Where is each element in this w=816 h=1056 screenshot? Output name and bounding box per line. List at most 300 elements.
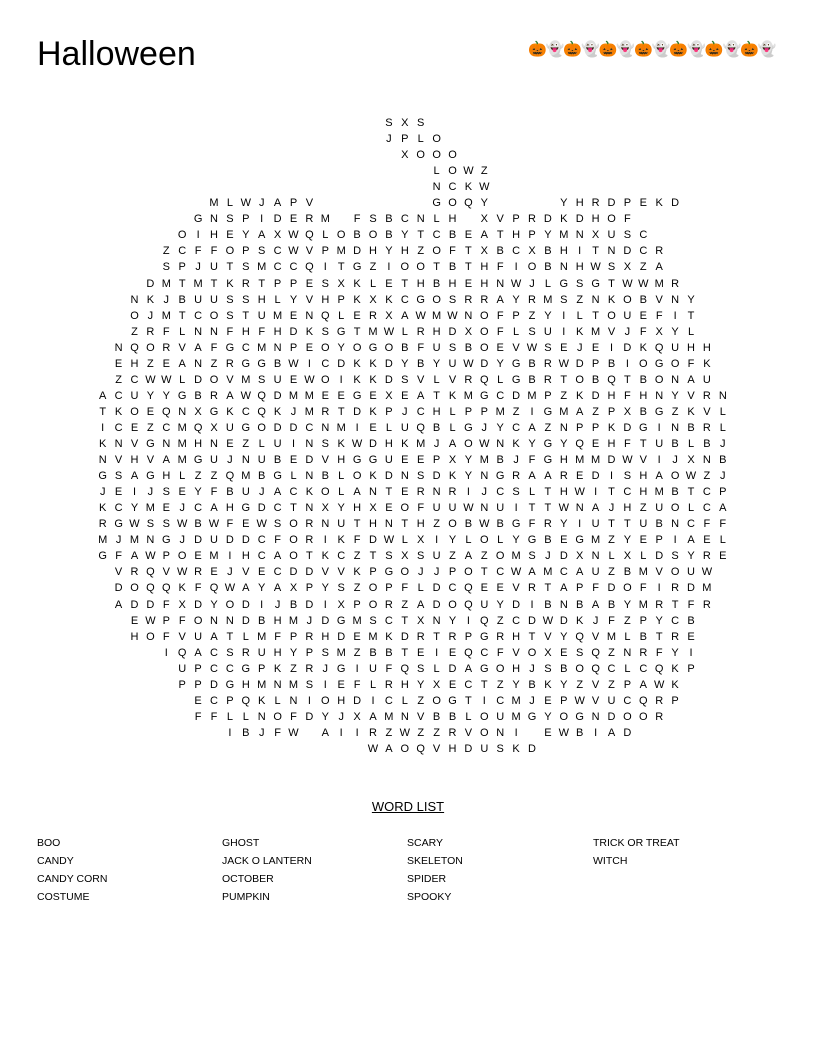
grid-letter: K (369, 357, 377, 370)
grid-letter: B (544, 598, 552, 611)
grid-letter: D (591, 470, 600, 483)
grid-letter: Z (449, 550, 456, 563)
grid-letter: C (384, 614, 393, 627)
grid-letter: M (304, 389, 314, 402)
grid-letter: J (179, 502, 185, 515)
grid-letter: J (290, 405, 297, 418)
grid-letter: Y (289, 293, 298, 306)
grid-letter: W (701, 566, 713, 579)
grid-letter: Q (464, 582, 473, 595)
grid-letter: F (210, 341, 218, 354)
grid-letter: H (639, 389, 648, 402)
grid-letter: L (322, 229, 329, 242)
grid-letter: B (401, 341, 409, 354)
grid-letter: D (146, 277, 155, 290)
grid-letter: N (225, 614, 234, 627)
grid-letter: H (702, 341, 711, 354)
grid-letter: F (178, 614, 186, 627)
grid-letter: D (384, 470, 393, 483)
grid-letter: B (639, 293, 647, 306)
grid-letter: O (448, 518, 457, 531)
grid-letter: H (210, 229, 218, 242)
grid-letter: A (544, 470, 552, 483)
grid-letter: A (401, 309, 409, 322)
grid-letter: T (417, 229, 425, 242)
grid-letter: L (369, 678, 377, 691)
grid-letter: E (305, 341, 314, 354)
grid-letter: R (305, 630, 314, 643)
grid-letter: Y (671, 389, 679, 402)
grid-letter: Y (671, 325, 679, 338)
grid-letter: B (639, 405, 647, 418)
grid-letter: I (578, 518, 582, 531)
grid-letter: R (512, 470, 521, 483)
grid-letter: C (114, 421, 123, 434)
grid-letter: L (417, 582, 424, 595)
grid-letter: E (591, 438, 600, 450)
grid-letter: R (543, 357, 552, 370)
grid-letter: D (273, 389, 282, 402)
grid-letter: S (512, 486, 520, 499)
grid-letter: C (210, 694, 218, 707)
grid-letter: H (591, 213, 600, 226)
grid-letter: S (114, 470, 123, 483)
grid-letter: G (98, 550, 107, 563)
grid-letter: P (353, 598, 361, 611)
grid-letter: C (178, 245, 187, 258)
grid-letter: K (337, 534, 345, 547)
grid-letter: O (146, 630, 155, 643)
grid-letter: Y (528, 438, 536, 450)
grid-letter: V (305, 197, 314, 210)
grid-letter: G (209, 405, 219, 418)
grid-letter: C (512, 614, 521, 627)
grid-letter: S (401, 373, 409, 386)
grid-letter: T (353, 325, 361, 338)
grid-letter: X (623, 550, 632, 563)
grid-letter: A (99, 389, 107, 402)
grid-letter: O (527, 261, 537, 274)
grid-letter: D (575, 213, 584, 226)
grid-letter: S (321, 438, 329, 450)
grid-letter: O (448, 165, 457, 178)
grid-letter: U (241, 486, 250, 499)
grid-letter: I (689, 646, 693, 659)
grid-letter: T (608, 486, 615, 499)
grid-letter: S (369, 614, 377, 627)
grid-letter: L (433, 165, 440, 178)
grid-letter: O (432, 245, 441, 258)
grid-letter: K (544, 678, 552, 691)
grid-letter: A (528, 421, 536, 434)
grid-letter: V (655, 566, 663, 579)
grid-letter: J (529, 277, 535, 290)
grid-letter: J (147, 486, 154, 499)
grid-letter: F (624, 438, 631, 450)
grid-letter: Q (400, 662, 410, 675)
grid-letter: O (670, 357, 680, 370)
grid-letter: B (671, 438, 679, 450)
grid-letter: N (273, 678, 282, 691)
grid-letter: I (594, 726, 598, 739)
grid-letter: X (432, 678, 441, 691)
grid-letter: H (559, 245, 568, 258)
grid-letter: L (433, 213, 440, 226)
grid-letter: C (671, 614, 680, 627)
grid-letter: T (480, 678, 488, 691)
grid-letter: C (289, 261, 298, 274)
grid-letter: L (179, 470, 186, 483)
word-list-title: WORD LIST (371, 799, 445, 814)
grid-letter: B (289, 598, 298, 611)
grid-letter: R (241, 277, 250, 290)
grid-letter: I (466, 614, 470, 627)
grid-letter: N (210, 614, 218, 627)
grid-letter: P (655, 534, 663, 547)
grid-letter: Q (257, 405, 266, 418)
grid-letter: I (657, 421, 661, 434)
grid-letter: V (321, 454, 329, 467)
grid-letter: T (608, 518, 615, 531)
grid-letter: G (432, 197, 441, 210)
grid-letter: R (480, 293, 489, 306)
grid-letter: Y (162, 389, 170, 402)
grid-letter: O (432, 149, 441, 162)
grid-letter: N (130, 293, 139, 306)
grid-letter: B (544, 261, 552, 274)
pumpkin-ghost-decoration: 🎃👻🎃👻🎃👻🎃👻🎃👻🎃👻🎃👻 (528, 41, 776, 58)
grid-letter: S (417, 470, 425, 483)
grid-letter: G (336, 325, 346, 338)
grid-letter: Q (241, 694, 251, 707)
grid-letter: T (306, 550, 313, 563)
grid-letter: D (591, 389, 600, 402)
grid-letter: F (417, 502, 425, 515)
grid-letter: C (210, 662, 218, 675)
grid-letter: E (385, 502, 393, 515)
grid-letter: B (623, 566, 632, 579)
grid-letter: T (290, 502, 297, 515)
grid-letter: E (162, 357, 170, 370)
grid-letter: R (655, 245, 664, 258)
grid-letter: C (194, 502, 203, 515)
grid-letter: O (670, 566, 680, 579)
grid-letter: A (576, 566, 584, 579)
grid-letter: K (369, 373, 377, 386)
grid-letter: H (607, 438, 616, 450)
grid-letter: V (607, 325, 616, 338)
grid-letter: L (338, 470, 345, 483)
grid-letter: M (416, 438, 426, 450)
grid-letter: G (241, 357, 251, 370)
grid-letter: I (514, 261, 518, 274)
grid-letter: H (416, 277, 425, 290)
grid-letter: G (543, 405, 553, 418)
grid-letter: H (273, 646, 282, 659)
grid-letter: E (337, 678, 345, 691)
grid-letter: F (194, 710, 202, 723)
grid-letter: M (511, 550, 521, 563)
grid-letter: D (687, 582, 695, 595)
grid-letter: Z (147, 357, 154, 370)
grid-letter: U (210, 454, 218, 467)
grid-letter: G (448, 694, 457, 707)
grid-letter: F (608, 614, 615, 627)
grid-letter: M (702, 582, 712, 595)
grid-letter: D (528, 614, 536, 627)
grid-letter: J (258, 726, 265, 739)
grid-letter: V (591, 678, 600, 691)
grid-letter: Z (353, 550, 361, 563)
grid-letter: W (558, 726, 569, 739)
grid-letter: S (226, 309, 234, 322)
grid-letter: M (336, 245, 346, 258)
grid-letter: Z (608, 646, 615, 659)
grid-letter: I (355, 421, 359, 434)
grid-letter: W (638, 277, 649, 290)
grid-letter: M (273, 309, 283, 322)
grid-letter: H (273, 614, 282, 627)
grid-letter: K (385, 293, 393, 306)
grid-letter: B (703, 438, 711, 450)
grid-letter: F (639, 582, 647, 595)
grid-letter: D (241, 614, 250, 627)
grid-letter: G (241, 662, 251, 675)
grid-letter: P (464, 630, 473, 643)
grid-letter: A (464, 662, 473, 675)
grid-letter: F (274, 726, 281, 739)
grid-letter: N (305, 470, 314, 483)
grid-letter: H (448, 213, 457, 226)
grid-letter: S (417, 550, 425, 563)
grid-letter: T (624, 518, 631, 531)
grid-letter: C (400, 293, 409, 306)
grid-letter: F (687, 357, 695, 370)
grid-letter: M (511, 710, 521, 723)
grid-letter: J (576, 341, 583, 354)
grid-letter: R (416, 325, 425, 338)
grid-letter: I (578, 245, 582, 258)
grid-letter: Y (385, 245, 393, 258)
grid-letter: O (623, 293, 632, 306)
grid-letter: F (624, 389, 631, 402)
grid-letter: D (305, 454, 314, 467)
grid-letter: F (719, 518, 727, 531)
grid-letter: R (702, 389, 711, 402)
grid-letter: I (291, 438, 296, 450)
grid-letter: P (178, 261, 186, 274)
grid-letter: R (416, 486, 425, 499)
grid-letter: J (402, 405, 408, 418)
grid-letter: O (559, 710, 569, 723)
grid-letter: E (639, 197, 647, 210)
grid-letter: I (196, 229, 200, 242)
grid-letter: H (130, 357, 139, 370)
grid-letter: Z (480, 165, 488, 178)
grid-letter: Z (417, 245, 425, 258)
grid-letter: I (609, 470, 614, 483)
grid-letter: U (257, 309, 266, 322)
grid-letter: U (257, 646, 266, 659)
grid-letter: M (288, 678, 299, 691)
grid-letter: O (352, 470, 362, 483)
grid-letter: O (177, 550, 187, 563)
grid-letter: K (703, 357, 711, 370)
page-title: Halloween (37, 35, 196, 73)
grid-letter: T (210, 277, 218, 290)
grid-letter: R (702, 550, 711, 563)
grid-letter: Y (671, 646, 679, 659)
grid-letter: A (273, 550, 282, 563)
grid-letter: C (241, 405, 250, 418)
grid-letter: Z (608, 534, 615, 547)
grid-letter: Y (544, 710, 552, 723)
grid-letter: P (321, 245, 329, 258)
grid-letter: J (433, 566, 440, 579)
grid-letter: L (608, 550, 615, 563)
grid-letter: A (639, 678, 647, 691)
grid-letter: O (654, 373, 664, 386)
grid-letter: F (528, 454, 536, 467)
grid-letter: K (576, 389, 584, 402)
grid-letter: P (576, 421, 584, 434)
grid-letter: C (162, 421, 171, 434)
grid-letter: C (623, 694, 632, 707)
grid-letter: G (368, 341, 378, 354)
grid-letter: Z (385, 726, 393, 739)
grid-letter: J (513, 454, 519, 467)
grid-letter: J (624, 325, 631, 338)
grid-letter: H (194, 438, 203, 450)
grid-letter: M (320, 213, 330, 226)
grid-letter: N (464, 309, 473, 322)
grid-letter: L (513, 325, 520, 338)
grid-letter: Y (480, 197, 488, 210)
grid-letter: P (528, 229, 536, 242)
grid-letter: W (510, 566, 522, 579)
grid-letter: W (129, 518, 140, 531)
grid-letter: N (591, 550, 600, 563)
grid-letter: D (575, 357, 584, 370)
grid-letter: B (655, 518, 663, 531)
grid-letter: Z (576, 293, 584, 306)
grid-letter: D (241, 534, 250, 547)
grid-letter: Z (242, 438, 250, 450)
word-list (37, 834, 797, 914)
word-list-item: SCARY (407, 837, 443, 849)
grid-letter: W (463, 502, 474, 515)
grid-letter: X (576, 550, 584, 563)
grid-letter: J (195, 261, 201, 274)
grid-letter: I (625, 357, 629, 370)
word-list-item: CANDY (37, 855, 74, 867)
grid-letter: R (671, 582, 680, 595)
grid-letter: A (242, 582, 250, 595)
grid-letter: E (114, 486, 123, 499)
grid-letter: N (496, 438, 505, 450)
grid-letter: C (702, 486, 711, 499)
grid-letter: W (176, 566, 188, 579)
grid-letter: L (687, 325, 695, 338)
grid-letter: U (194, 293, 203, 306)
grid-letter: Z (671, 405, 679, 418)
grid-letter: V (321, 566, 329, 579)
grid-letter: M (591, 454, 601, 467)
grid-letter: Q (575, 630, 584, 643)
grid-letter: I (307, 694, 311, 707)
grid-letter: P (178, 678, 186, 691)
grid-letter: Y (401, 357, 409, 370)
grid-letter: X (337, 277, 345, 290)
grid-letter: T (226, 630, 234, 643)
grid-letter: R (305, 534, 314, 547)
grid-letter: K (273, 662, 282, 675)
grid-letter: O (480, 710, 489, 723)
grid-letter: F (703, 518, 711, 531)
grid-letter: S (273, 518, 282, 531)
grid-letter: T (401, 277, 409, 290)
grid-letter: C (273, 566, 282, 579)
grid-letter: W (288, 229, 299, 242)
grid-letter: E (560, 341, 568, 354)
word-list-item: COSTUME (37, 891, 90, 903)
grid-letter: T (401, 518, 409, 531)
grid-letter: T (465, 261, 472, 274)
grid-letter: O (480, 309, 489, 322)
grid-letter: Q (464, 646, 473, 659)
grid-letter: Q (162, 582, 171, 595)
grid-letter: U (432, 341, 441, 354)
word-list-item: JACK O LANTERN (222, 855, 312, 867)
grid-letter: X (401, 149, 409, 162)
grid-letter: B (242, 726, 250, 739)
grid-letter: Y (623, 534, 632, 547)
grid-letter: C (210, 646, 218, 659)
grid-letter: I (132, 486, 137, 499)
grid-letter: F (258, 325, 266, 338)
grid-letter: E (289, 213, 298, 226)
grid-letter: G (527, 710, 537, 723)
grid-letter: P (289, 341, 298, 354)
grid-letter: N (591, 710, 600, 723)
grid-letter: P (544, 389, 552, 402)
grid-letter: P (480, 405, 488, 418)
grid-letter: W (145, 614, 156, 627)
grid-letter: S (162, 486, 170, 499)
grid-letter: V (687, 389, 695, 402)
grid-letter: R (369, 726, 377, 739)
grid-letter: J (529, 694, 535, 707)
grid-letter: T (687, 309, 695, 322)
grid-letter: K (655, 197, 663, 210)
grid-letter: V (337, 566, 345, 579)
grid-letter: D (273, 213, 282, 226)
grid-letter: T (99, 405, 107, 418)
grid-letter: A (273, 582, 282, 595)
grid-letter: D (432, 582, 441, 595)
grid-letter: W (288, 726, 299, 739)
grid-letter: O (368, 582, 378, 595)
grid-letter: Z (210, 470, 218, 483)
grid-letter: P (639, 614, 647, 627)
grid-letter: H (607, 389, 616, 402)
grid-letter: M (98, 534, 108, 547)
grid-letter: O (400, 742, 410, 755)
grid-letter: T (639, 438, 647, 450)
grid-letter: G (241, 502, 251, 515)
grid-letter: O (400, 566, 410, 579)
grid-letter: U (210, 293, 218, 306)
